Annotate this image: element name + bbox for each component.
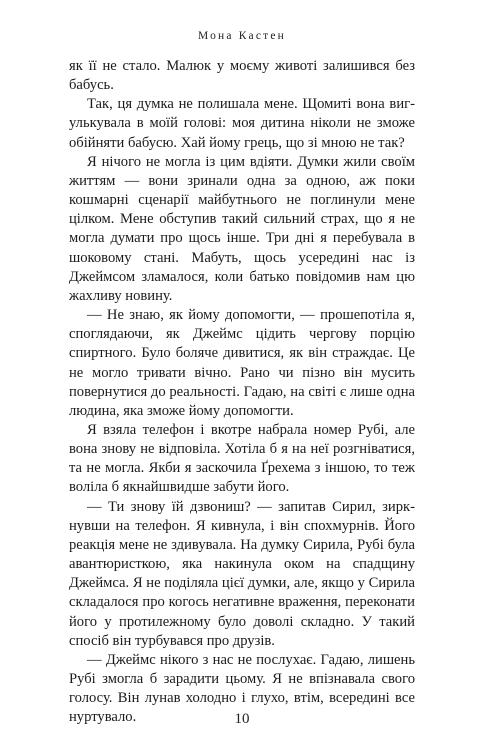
paragraph: — Не знаю, як йому допомогти, — прошепотіла я, споглядаючи, як Джеймс цідить чергову порцію спиртного. Було боляче дивитися, як він страждає. Це не могло тривати вічно. Рано чи пізно він мусить повернутися до реальності. Гадаю, на світі є лише одна людина, яка зможе йому допомогти. bbox=[69, 307, 415, 419]
paragraph: Так, ця думка не полишала мене. Щомиті вона вигулькувала в моїй голові: моя дитина ніколи не зможе обійняти бабусю. Хай йому грець, що зі мною не так? bbox=[69, 96, 415, 151]
running-head: Мона Кастен bbox=[197, 30, 287, 42]
paragraph: Я взяла телефон і вкотре набрала номер Рубі, але вона знову не відповіла. Хотіла б я на неї розгніватися, та не могла. Якби я заскочила Ґрехема з іншою, то теж воліла б якнайшвидше забути його. bbox=[69, 421, 415, 496]
paragraph: — Джеймс нікого з нас не послухає. Гадаю, лишень Рубі змогла б зарадити цьому. Я не впізнавала свого голосу. Він лунав холодно і глухо, втім, всередині все нуртувало. bbox=[69, 651, 415, 726]
page-body bbox=[69, 57, 415, 727]
paragraph: — Ти знову їй дзвониш? — запитав Сирил, зиркнувши на телефон. Я кивнула, і він спохмурнів. Його реакція мене не здивувала. На думку Сирила, Рубі була авантюристкою, яка накинула оком на спадщину Джеймса. Я не поділяла цієї думки, але, якщо у Сирила складалося про когось негативне враження, переконати його у протилежному було доволі складно. У такий спосіб він турбувався про друзів. bbox=[69, 498, 415, 649]
paragraph: Я нічого не могла із цим вдіяти. Думки жили своїм життям — вони зринали одна за одною, аж поки кошмарні сценарії майбутнього не поглинули мене цілком. Мене обступив такий сильний страх, що я не могла думати про щось інше. Три дні я перебувала в шоковому стані. Мабуть, щось усередині нас із Джеймсом зламалося, коли батько повідомив нам цю жахливу новину. bbox=[69, 153, 415, 304]
page-number: 10 bbox=[234, 711, 250, 727]
paragraph: як її не стало. Малюк у моєму животі залишився без бабусь. bbox=[69, 58, 415, 94]
